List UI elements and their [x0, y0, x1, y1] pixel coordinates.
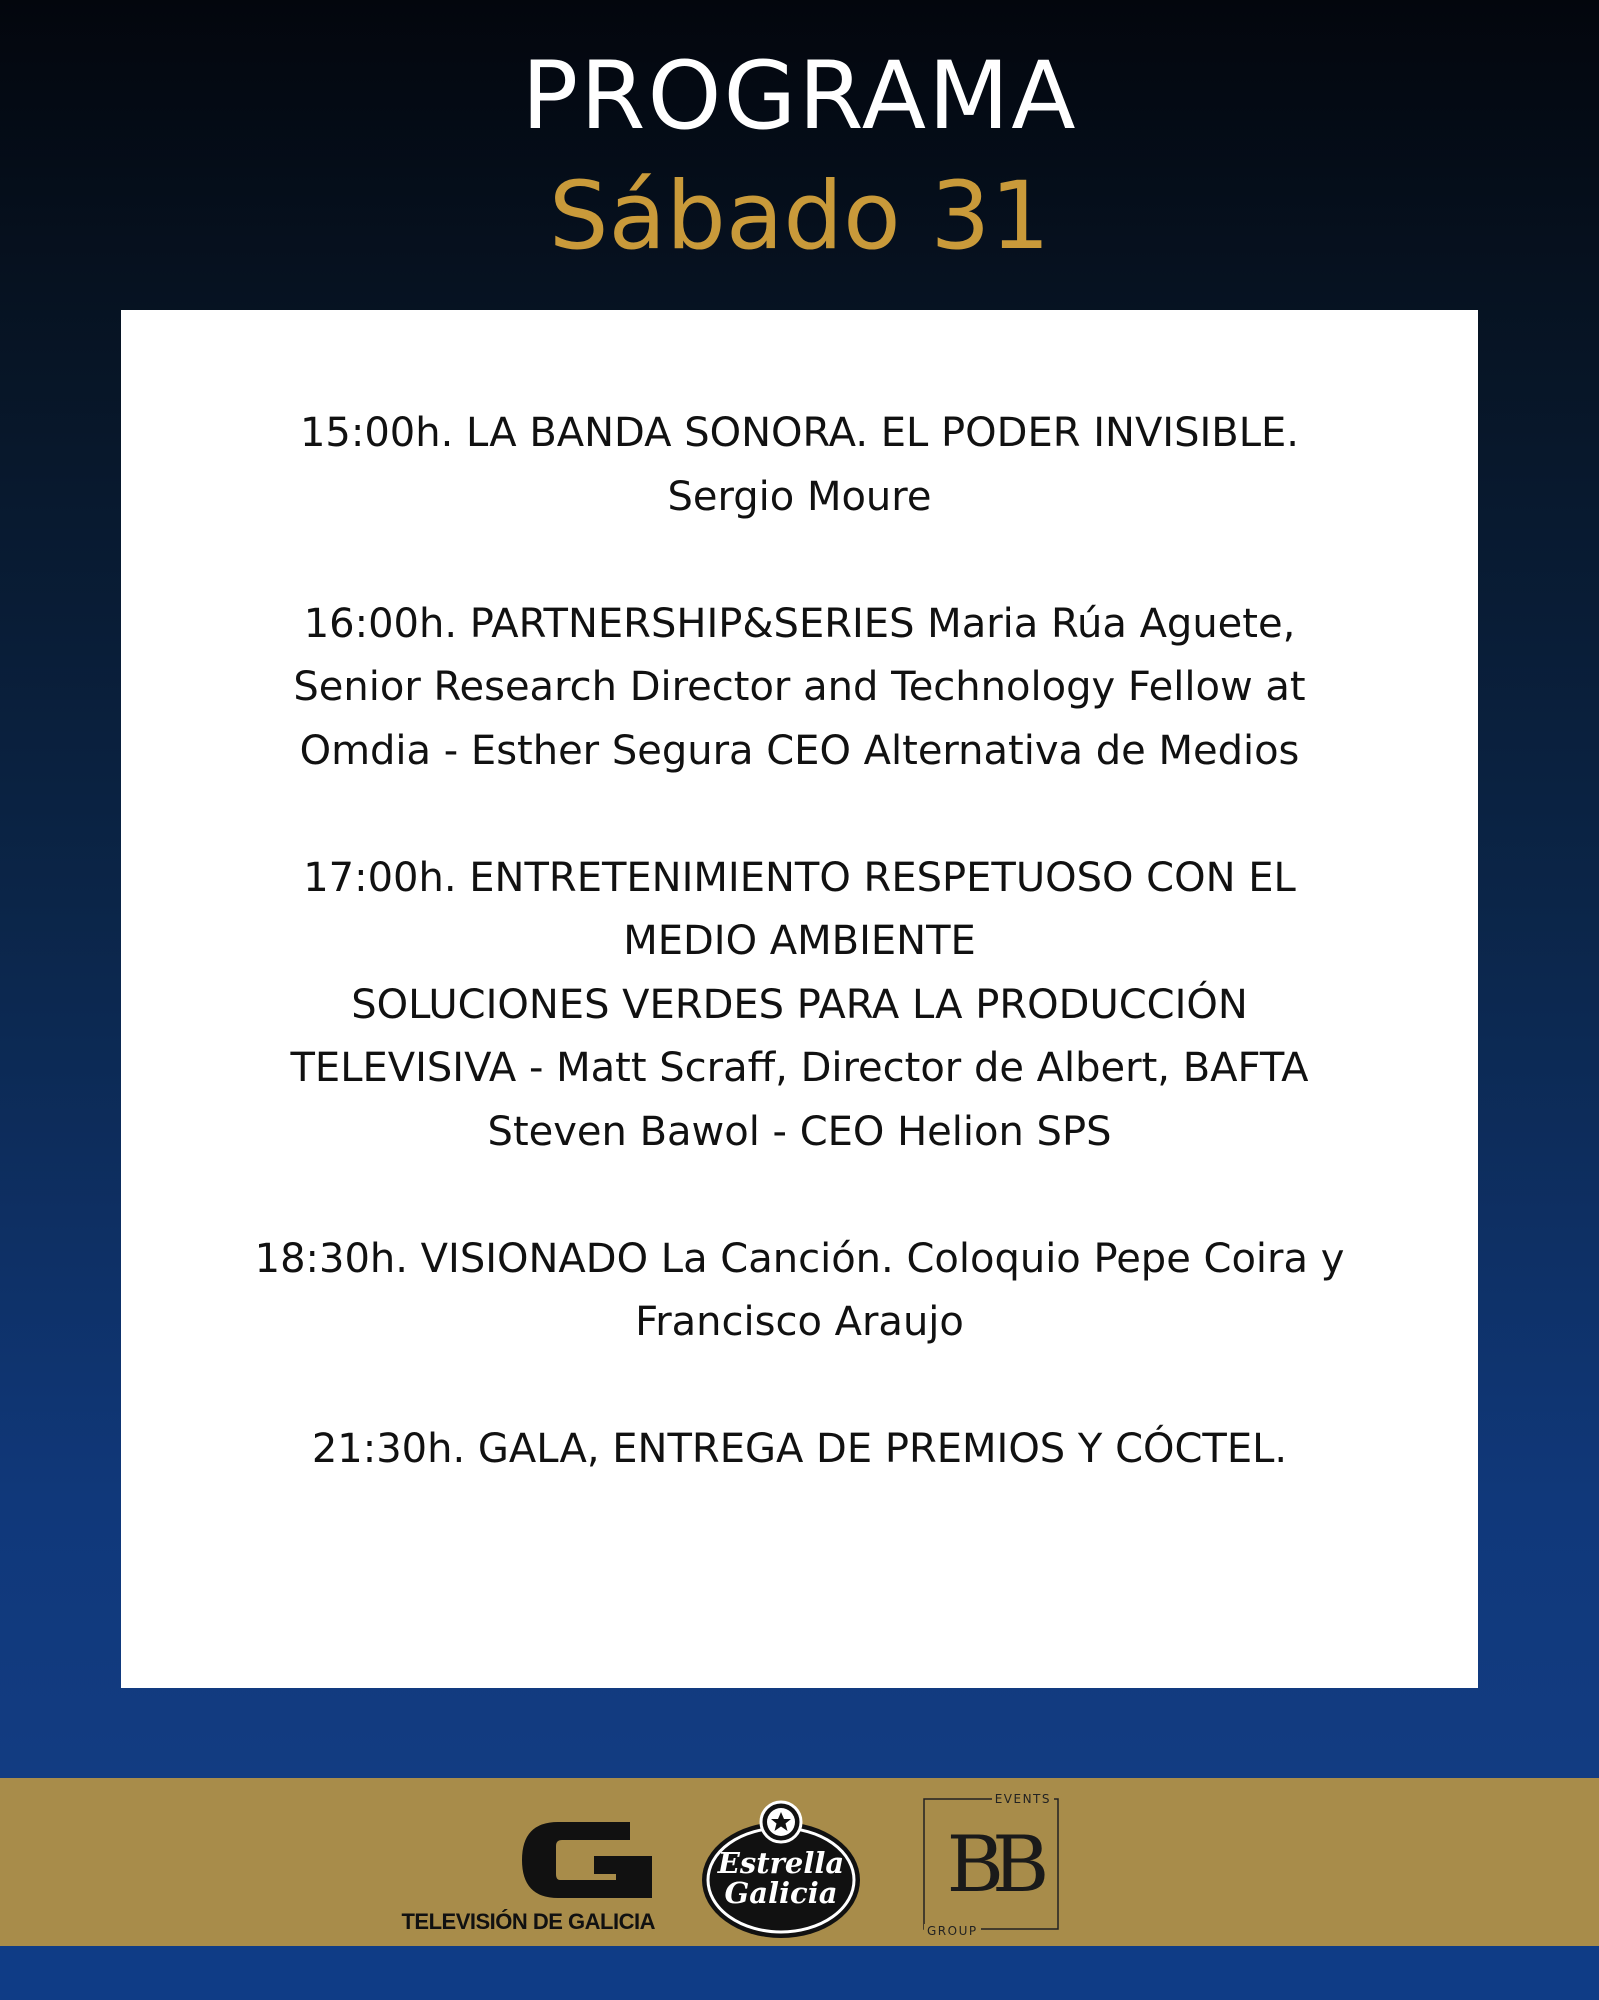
schedule-item: [121, 402, 1478, 529]
estrella-galicia-logo: [700, 1800, 862, 1940]
tvg-label: TELEVISIÓN DE GALICIA: [401, 1909, 655, 1934]
estrella-line1: Estrella: [717, 1846, 845, 1880]
schedule-line: TELEVISIVA - Matt Scraff, Director de Albert, BAFTA: [290, 1045, 1309, 1091]
schedule-card: [121, 310, 1478, 1688]
bb-events-logo: [922, 1790, 1062, 1938]
footer-strip: [0, 1946, 1599, 2000]
tvg-g-icon: [380, 1810, 655, 1910]
schedule-line: Senior Research Director and Technology Fellow at: [293, 664, 1306, 710]
schedule-line: SOLUCIONES VERDES PARA LA PRODUCCIÓN: [351, 981, 1248, 1028]
schedule-line: 16:00h. PARTNERSHIP&SERIES Maria Rúa Aguete,: [303, 600, 1296, 647]
schedule-line: MEDIO AMBIENTE: [623, 918, 976, 964]
schedule-line: 15:00h. LA BANDA SONORA. EL PODER INVISIBLE.: [299, 410, 1300, 456]
schedule-line: Omdia - Esther Segura CEO Alternativa de Medios: [299, 727, 1300, 774]
page-title: PROGRAMA: [521, 42, 1078, 151]
page-subtitle: Sábado 31: [548, 162, 1051, 271]
bb-events-label: EVENTS: [992, 1792, 1054, 1806]
bb-group-label: GROUP: [924, 1924, 981, 1938]
schedule-line: 21:30h. GALA, ENTREGA DE PREMIOS Y CÓCTEL.: [311, 1426, 1288, 1472]
estrella-wordmark: [700, 1848, 862, 1908]
schedule-line: Francisco Araujo: [635, 1299, 964, 1345]
estrella-line2: Galicia: [724, 1876, 838, 1910]
schedule-line: Sergio Moure: [667, 473, 932, 520]
schedule-item: [121, 593, 1478, 784]
schedule-line: 18:30h. VISIONADO La Canción. Coloquio Pepe Coira y: [254, 1235, 1345, 1282]
bb-monogram: BB: [946, 1820, 1038, 1910]
schedule-line: 17:00h. ENTRETENIMIENTO RESPETUOSO CON EL: [303, 854, 1296, 901]
schedule-item: [121, 1418, 1478, 1482]
schedule-line: Steven Bawol - CEO Helion SPS: [487, 1108, 1112, 1155]
schedule-item: [121, 1228, 1478, 1355]
tvg-logo: [380, 1810, 655, 1935]
schedule-item: [121, 847, 1478, 1165]
